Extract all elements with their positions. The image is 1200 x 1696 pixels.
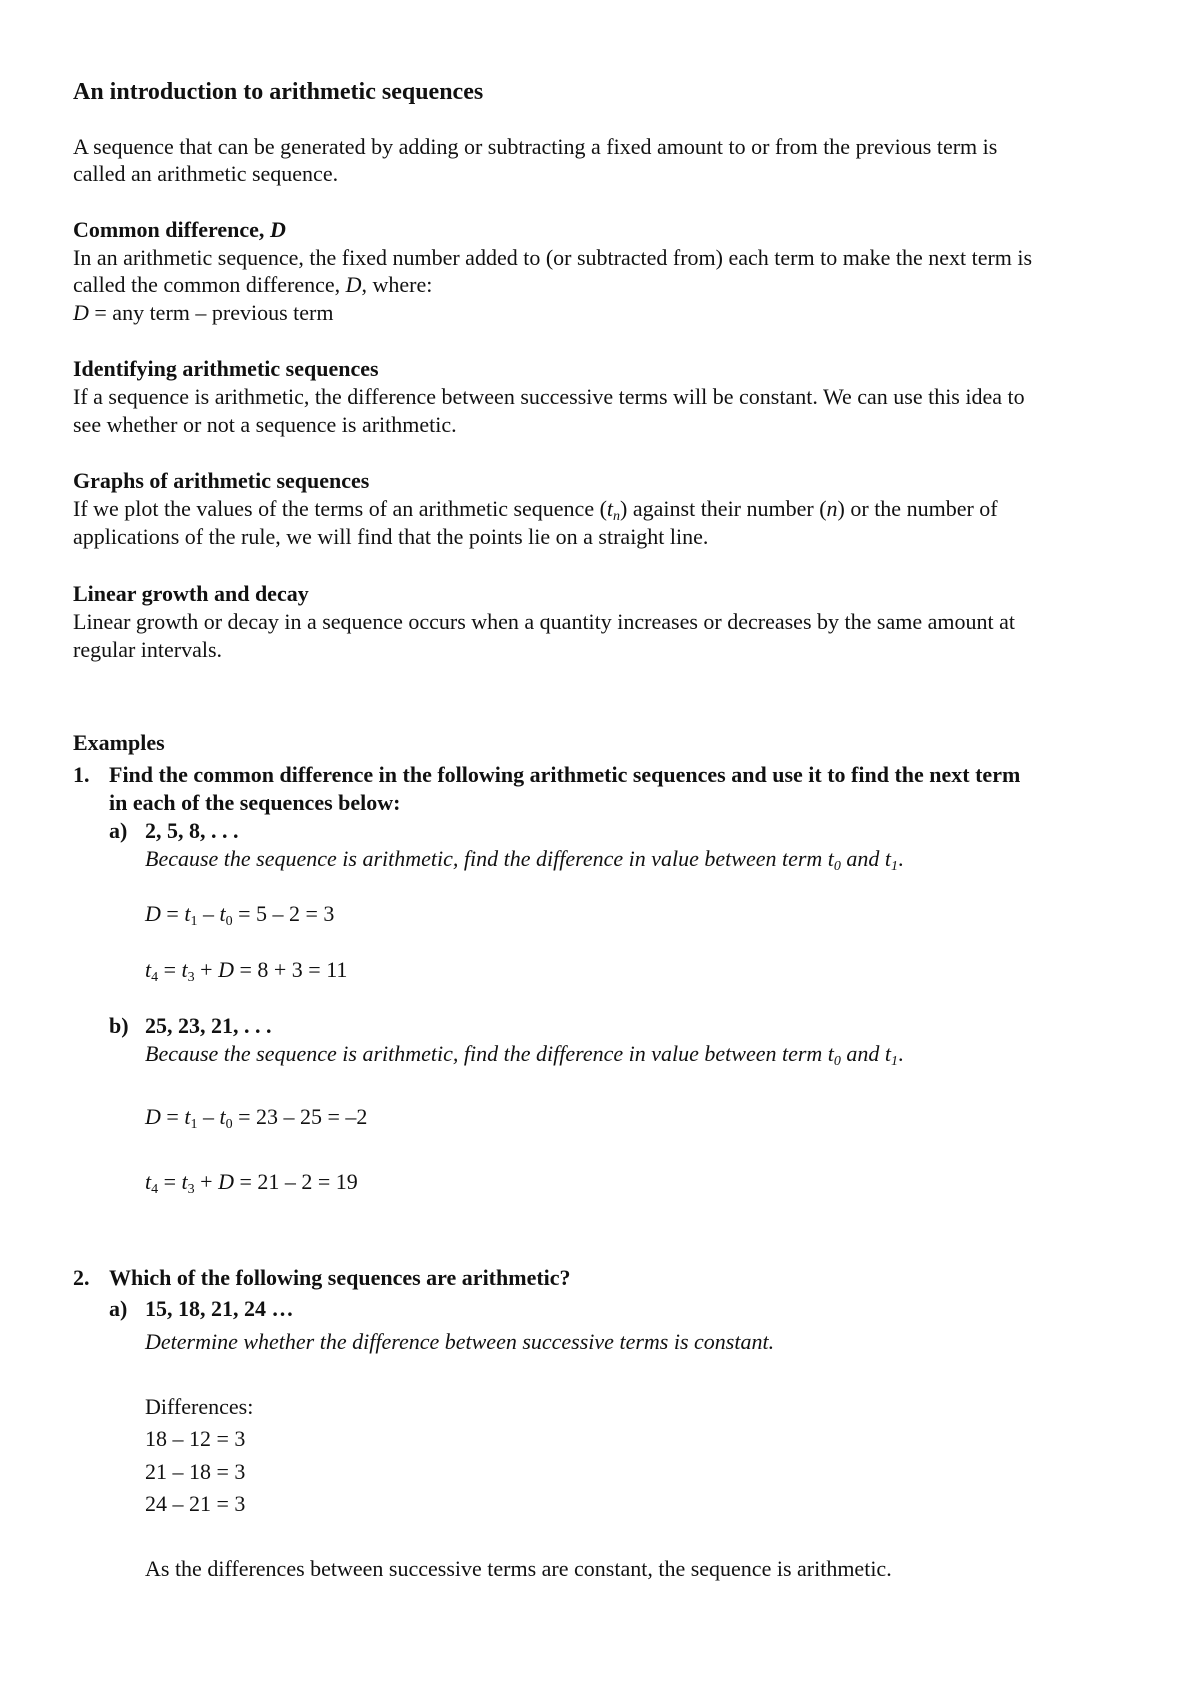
common-difference-formula <box>73 299 333 327</box>
symbol-t: t <box>145 1169 152 1194</box>
q2a-label: a) <box>109 1296 128 1321</box>
text-run: = 5 – 2 = 3 <box>232 901 335 926</box>
text-run: ) or the number of <box>837 496 998 521</box>
text-run: . <box>898 846 904 871</box>
common-difference-line-2 <box>73 271 432 299</box>
subscript: 3 <box>187 1182 195 1197</box>
text-run: – <box>197 901 220 926</box>
text-run: Because the sequence is arithmetic, find the difference in value between term <box>145 846 828 871</box>
q2a-conclusion: As the differences between successive terms are constant, the sequence is arithmetic. <box>145 1556 892 1581</box>
graphs-line-2: applications of the rule, we will find that the points lie on a straight line. <box>73 524 709 549</box>
symbol-d: D <box>145 1104 161 1129</box>
symbol-t: t <box>181 957 188 982</box>
symbol-t: t <box>827 1041 834 1066</box>
symbol-t: t <box>219 901 226 926</box>
examples-heading: Examples <box>73 730 165 755</box>
subscript: 0 <box>225 1117 233 1132</box>
q1a-sequence: 2, 5, 8, . . . <box>145 818 239 843</box>
subscript: 3 <box>187 970 195 985</box>
heading-symbol: D <box>269 217 286 242</box>
text-run: If we plot the values of the terms of an arithmetic sequence ( <box>73 496 607 521</box>
subscript: 0 <box>833 859 841 874</box>
symbol-d: D <box>73 300 89 325</box>
q2a-difference-2: 21 – 18 = 3 <box>145 1459 246 1484</box>
text-run: – <box>197 1104 220 1129</box>
subscript: 1 <box>190 1117 198 1132</box>
subscript: 1 <box>891 859 899 874</box>
heading-text: Common difference, <box>73 217 265 242</box>
q1a-equation-2 <box>145 956 347 984</box>
subscript-n: n <box>613 509 621 524</box>
symbol-t: t <box>219 1104 226 1129</box>
symbol-d: D <box>218 957 234 982</box>
text-run: + <box>194 1169 219 1194</box>
symbol-t: t <box>184 901 191 926</box>
symbol-d: D <box>345 272 362 297</box>
identifying-heading: Identifying arithmetic sequences <box>73 356 379 381</box>
subscript: 0 <box>225 914 233 929</box>
text-run: = <box>160 901 185 926</box>
q1-number: 1. <box>73 762 90 787</box>
text-run: ) against their number ( <box>620 496 827 521</box>
q1b-sequence: 25, 23, 21, . . . <box>145 1013 272 1038</box>
q1b-hint <box>145 1040 904 1068</box>
q2a-hint: Determine whether the difference between successive terms is constant. <box>145 1329 775 1354</box>
subscript: 1 <box>190 914 198 929</box>
text-run: called the common difference, <box>73 272 341 297</box>
text-run: = 23 – 25 = –2 <box>232 1104 368 1129</box>
symbol-d: D <box>218 1169 234 1194</box>
text-run: = 8 + 3 = 11 <box>233 957 348 982</box>
text-run: = <box>158 957 182 982</box>
q2-number: 2. <box>73 1265 90 1290</box>
text-run: and <box>840 1041 885 1066</box>
symbol-t: t <box>184 1104 191 1129</box>
q1b-label: b) <box>109 1013 129 1038</box>
text-run: Because the sequence is arithmetic, find the difference in value between term <box>145 1041 828 1066</box>
page-title: An introduction to arithmetic sequences <box>73 79 484 105</box>
q1a-label: a) <box>109 818 128 843</box>
graphs-heading: Graphs of arithmetic sequences <box>73 468 370 493</box>
linear-line-1: Linear growth or decay in a sequence occurs when a quantity increases or decreases by the same amount at <box>73 609 1015 634</box>
symbol-t: t <box>827 846 834 871</box>
identifying-line-2: see whether or not a sequence is arithmetic. <box>73 412 457 437</box>
q2a-difference-3: 24 – 21 = 3 <box>145 1491 246 1516</box>
q1b-equation-2 <box>145 1168 358 1196</box>
q2a-difference-1: 18 – 12 = 3 <box>145 1426 246 1451</box>
symbol-t: t <box>606 496 614 521</box>
symbol-t: t <box>181 1169 188 1194</box>
intro-line-1: A sequence that can be generated by adding or subtracting a fixed amount to or from the previous term is <box>73 134 998 159</box>
symbol-t: t <box>884 846 892 871</box>
symbol-n: n <box>826 496 838 521</box>
q1-line-2: in each of the sequences below: <box>109 790 401 815</box>
common-difference-heading <box>73 216 286 244</box>
text-run: = <box>158 1169 182 1194</box>
q1b-equation-1 <box>145 1103 367 1131</box>
symbol-t: t <box>145 957 152 982</box>
text-run: and <box>840 846 885 871</box>
q2a-differences-label: Differences: <box>145 1394 254 1419</box>
text-run: = <box>160 1104 185 1129</box>
graphs-line-1 <box>73 495 998 523</box>
subscript: 0 <box>833 1054 841 1069</box>
linear-heading: Linear growth and decay <box>73 581 309 606</box>
symbol-t: t <box>884 1041 892 1066</box>
linear-line-2: regular intervals. <box>73 637 223 662</box>
q1a-hint <box>145 845 904 873</box>
text-run: = 21 – 2 = 19 <box>233 1169 358 1194</box>
subscript: 4 <box>151 970 159 985</box>
subscript: 1 <box>891 1054 899 1069</box>
q1-line-1: Find the common difference in the following arithmetic sequences and use it to find the next term <box>109 762 1021 787</box>
text-run: + <box>194 957 219 982</box>
symbol-d: D <box>145 901 161 926</box>
q2-line-1: Which of the following sequences are arithmetic? <box>109 1265 571 1290</box>
text-run: = any term – previous term <box>88 300 334 325</box>
identifying-line-1: If a sequence is arithmetic, the difference between successive terms will be constant. We can use this idea to <box>73 384 1025 409</box>
intro-line-2: called an arithmetic sequence. <box>73 161 339 186</box>
q2a-sequence: 15, 18, 21, 24 … <box>145 1296 294 1321</box>
q1a-equation-1 <box>145 900 334 928</box>
common-difference-line-1: In an arithmetic sequence, the fixed number added to (or subtracted from) each term to make the next term is <box>73 245 1033 270</box>
text-run: . <box>898 1041 904 1066</box>
subscript: 4 <box>151 1182 159 1197</box>
text-run: , where: <box>361 272 433 297</box>
